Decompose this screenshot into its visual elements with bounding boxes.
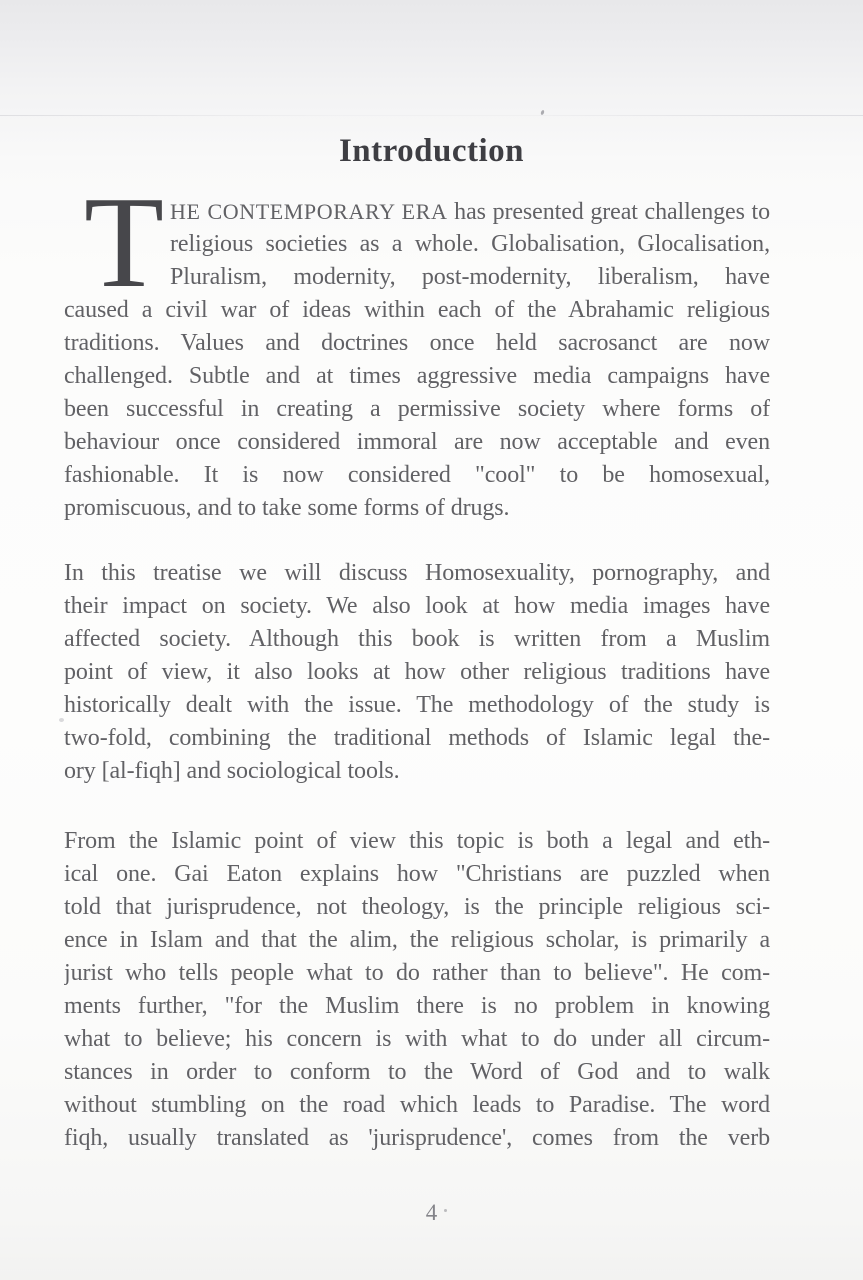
text-line: affected society. Although this book is written from a Muslim — [64, 626, 770, 652]
text-line: From the Islamic point of view this topic is both a legal and eth- — [64, 828, 770, 854]
paragraph — [64, 170, 770, 525]
text-line: stances in order to conform to the Word of God and to walk — [64, 1059, 770, 1085]
page-title: Introduction — [338, 133, 525, 170]
text-line: traditions. Values and doctrines once held sacrosanct are now — [64, 330, 770, 356]
text-line: what to believe; his concern is with what to do under all circum- — [64, 1026, 770, 1052]
paragraph — [64, 557, 770, 788]
text-line: been successful in creating a permissive society where forms of — [64, 396, 770, 422]
text-line: point of view, it also looks at how other religious traditions have — [64, 659, 770, 685]
text-line: ments further, "for the Muslim there is no problem in knowing — [64, 993, 770, 1019]
text-line: ical one. Gai Eaton explains how "Christians are puzzled when — [64, 861, 770, 887]
text-line: without stumbling on the road which leads to Paradise. The word — [64, 1092, 770, 1118]
text-line: promiscuous, and to take some forms of drugs. — [64, 495, 510, 521]
lead-small-caps: HE CONTEMPORARY ERA — [170, 199, 448, 224]
text-line: caused a civil war of ideas within each of the Abrahamic religious — [64, 297, 770, 323]
text-line: challenged. Subtle and at times aggressive media campaigns have — [64, 363, 770, 389]
page-number: 4 — [425, 1200, 438, 1225]
text-line: fiqh, usually translated as 'jurisprudence', comes from the verb — [64, 1125, 770, 1151]
text-line: religious societies as a whole. Globalisation, Glocalisation, — [170, 231, 770, 257]
text-line: behaviour once considered immoral are now acceptable and even — [64, 429, 770, 455]
text-line: their impact on society. We also look at how media images have — [64, 593, 770, 619]
text-line: historically dealt with the issue. The methodology of the study is — [64, 692, 770, 718]
text-column — [64, 0, 770, 1280]
text-line: fashionable. It is now considered "cool" to be homosexual, — [64, 462, 770, 488]
text-line: Pluralism, modernity, post-modernity, liberalism, have — [170, 264, 770, 290]
text-line: two-fold, combining the traditional methods of Islamic legal the- — [64, 725, 770, 751]
drop-cap-letter: T — [84, 170, 165, 315]
text-line: ence in Islam and that the alim, the religious scholar, is primarily a — [64, 927, 770, 953]
paragraph — [64, 825, 770, 1155]
text-line: HE CONTEMPORARY ERA has presented great challenges to — [170, 199, 770, 225]
text-line: ory [al-fiqh] and sociological tools. — [64, 758, 400, 784]
text-line: In this treatise we will discuss Homosexuality, pornography, and — [64, 560, 770, 586]
text-line: told that jurisprudence, not theology, is the principle religious sci- — [64, 894, 770, 920]
text-line: jurist who tells people what to do rather than to believe". He com- — [64, 960, 770, 986]
